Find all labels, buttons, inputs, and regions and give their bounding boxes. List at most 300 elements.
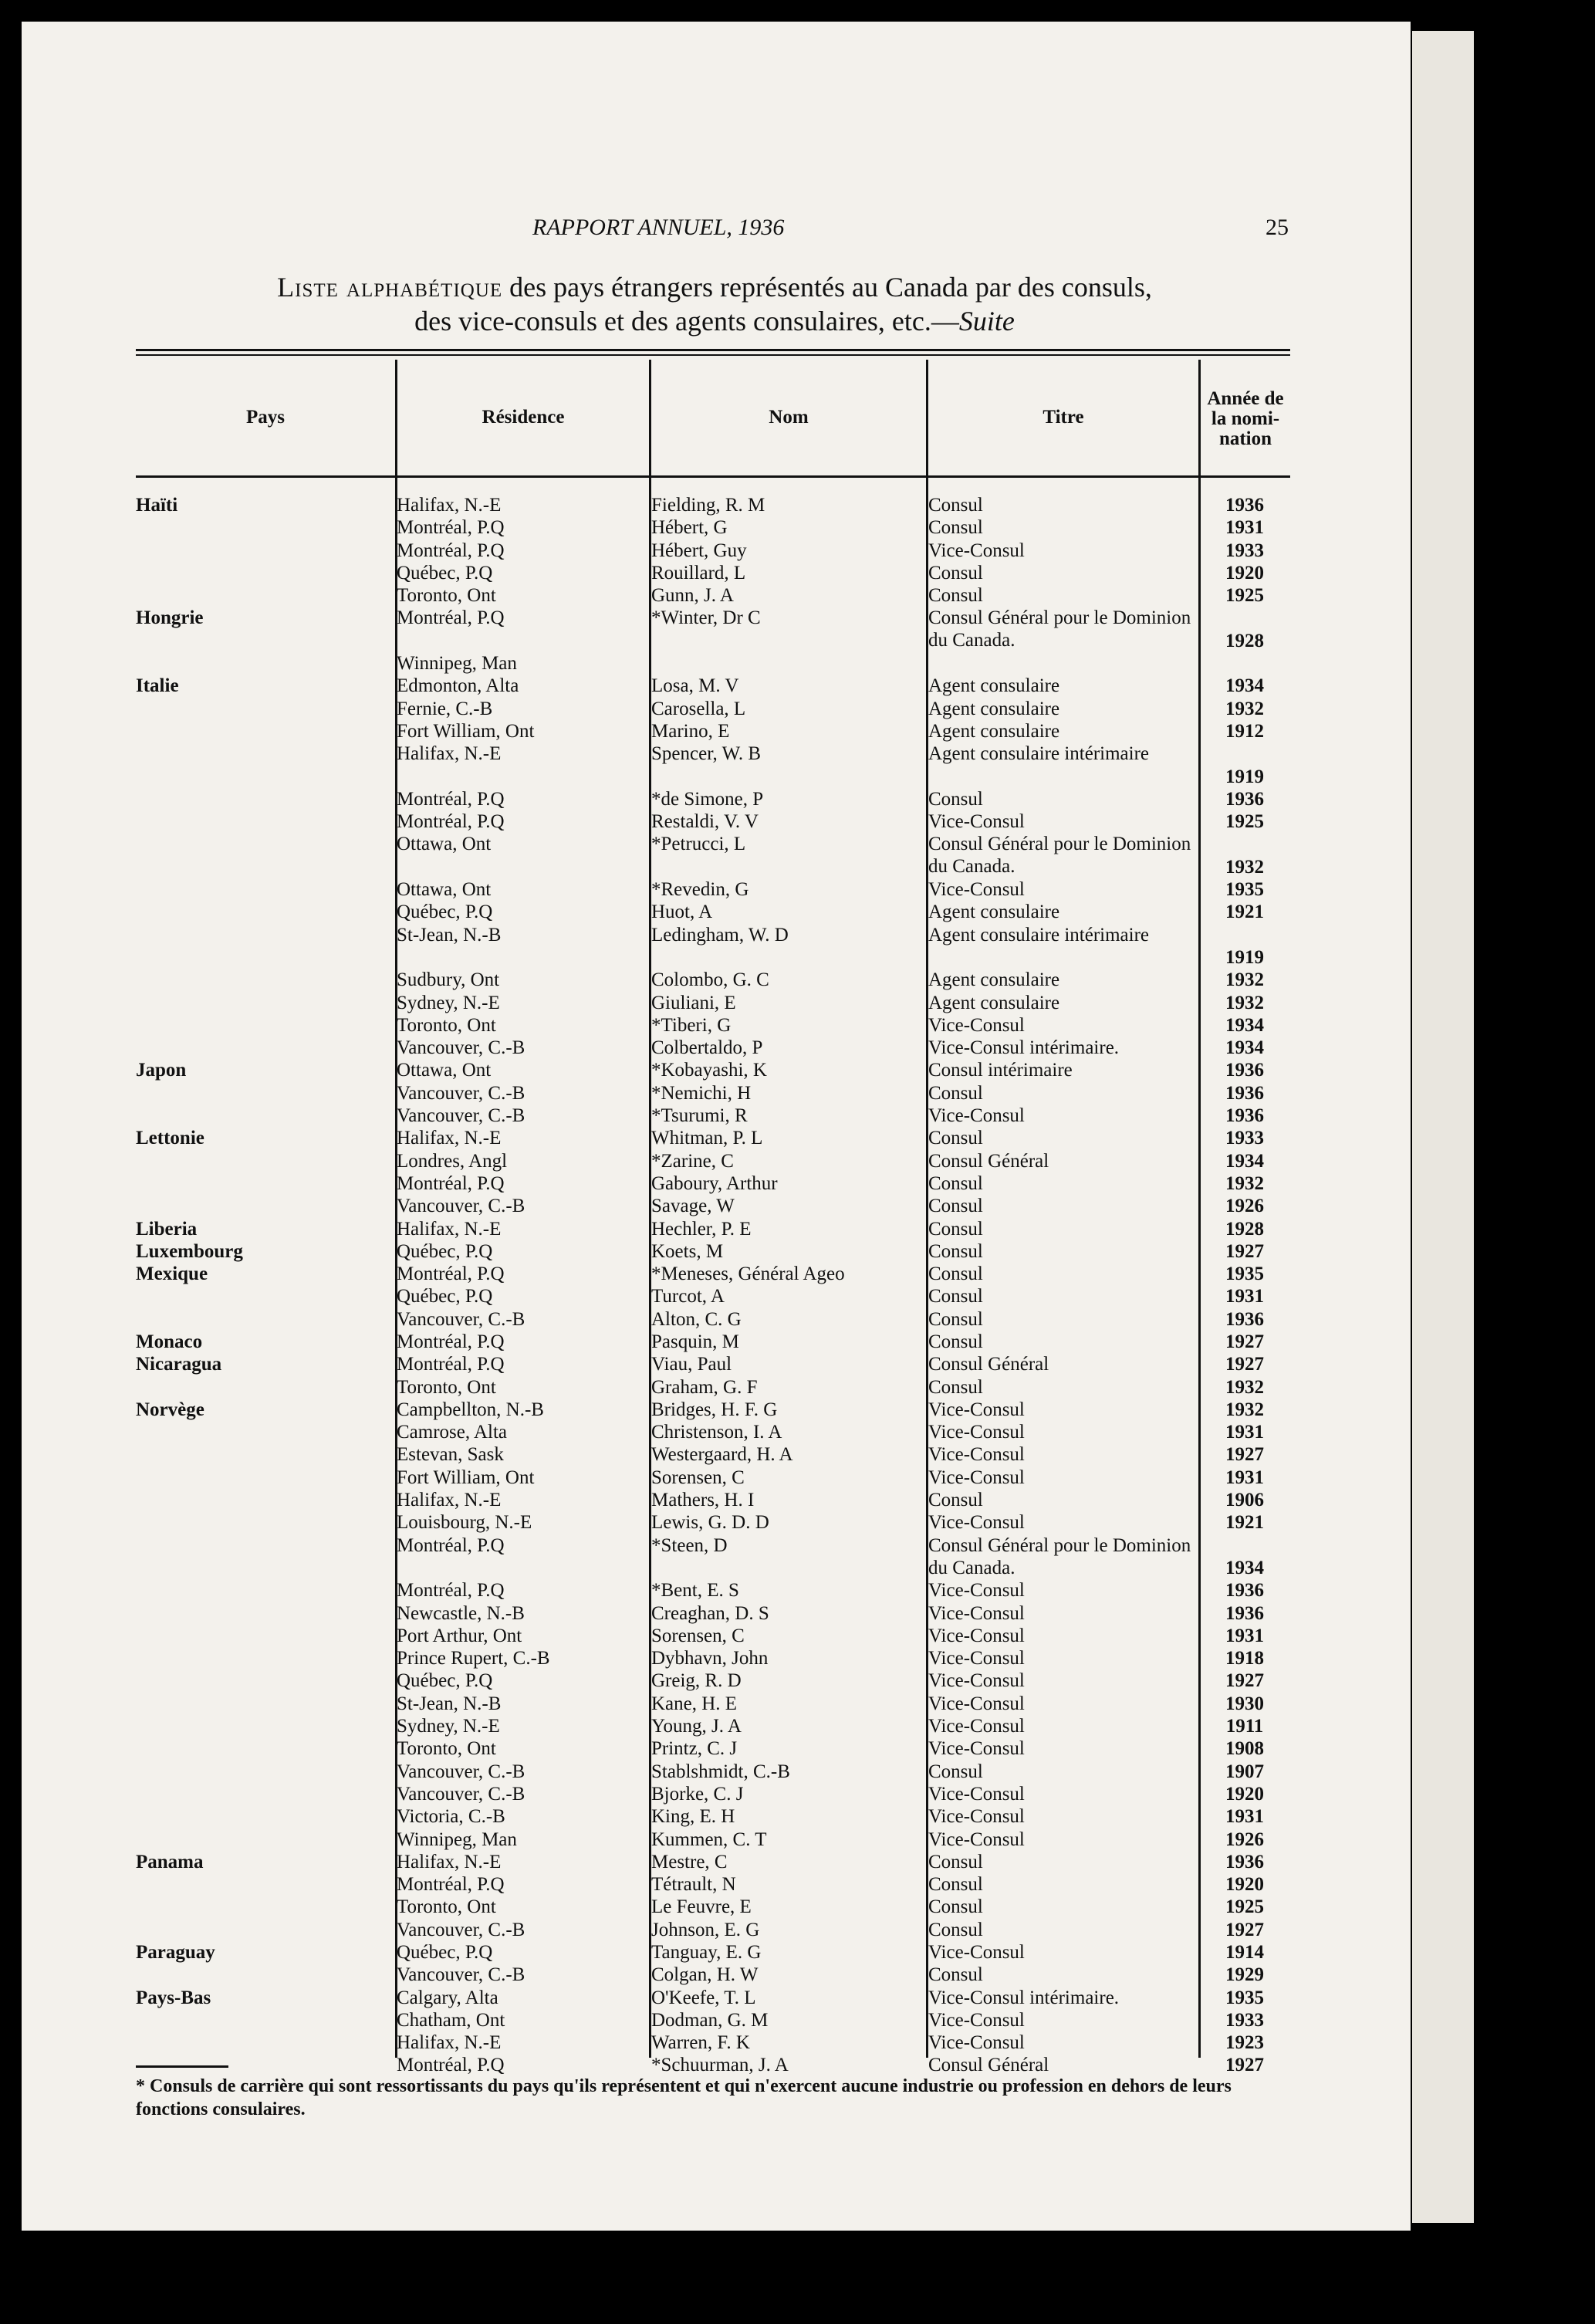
table-row: [0, 1399, 1389, 1421]
residence-cell: Londres, Angl: [397, 1150, 508, 1172]
table-row: [0, 1172, 1389, 1195]
title-cell: Consul: [928, 1172, 983, 1194]
consuls-table: [0, 494, 1389, 2077]
table-row: [0, 1964, 1389, 1986]
residence-cell: Toronto, Ont: [397, 1376, 496, 1398]
title-cell: Consul Général: [928, 2055, 1049, 2076]
name-cell: Hébert, G: [651, 517, 728, 539]
title-cell: Consul: [928, 1874, 983, 1896]
name-cell: Dodman, G. M: [651, 2009, 769, 2031]
residence-cell: Vancouver, C.-B: [397, 1761, 525, 1782]
residence-cell: Halifax, N.-E: [397, 1490, 502, 1511]
residence-cell: Montréal, P.Q: [397, 1331, 505, 1352]
title-cell: Vice-Consul: [928, 2032, 1025, 2054]
running-header: RAPPORT ANNUEL, 1936: [532, 215, 785, 240]
title-cell: Vice-Consul: [928, 2009, 1025, 2031]
title-line1: des pays étrangers représentés au Canada par des consuls,: [502, 272, 1152, 303]
table-row: [0, 1285, 1389, 1307]
year-cell: 1927: [1225, 1354, 1264, 1375]
title-cell: Vice-Consul: [928, 1942, 1025, 1963]
title-cell: Consul: [928, 1196, 983, 1217]
year-cell: 1927: [1225, 1444, 1264, 1466]
column-header-annee: Année de la nomi- nation: [1207, 388, 1284, 449]
title-cell: Consul intérimaire: [928, 1060, 1073, 1081]
year-cell: 1920: [1225, 1783, 1264, 1805]
name-cell: Johnson, E. G: [651, 1919, 760, 1940]
name-cell: Marino, E: [651, 720, 730, 742]
residence-cell: Port Arthur, Ont: [397, 1625, 522, 1646]
title-cell: Vice-Consul: [928, 1399, 1025, 1420]
title-cell: Vice-Consul: [928, 1648, 1025, 1669]
year-cell: 1918: [1225, 1648, 1264, 1669]
residence-cell: Montréal, P.Q: [397, 1263, 505, 1285]
table-row: [0, 1195, 1389, 1217]
country-cell: Japon: [136, 1060, 187, 1081]
title-suite: Suite: [958, 306, 1015, 337]
table-row: [0, 1511, 1389, 1534]
residence-cell: Montréal, P.Q: [397, 1172, 505, 1194]
year-cell: 1927: [1225, 1919, 1264, 1940]
residence-cell: Newcastle, N.-B: [397, 1602, 525, 1624]
year-cell: 1934: [1225, 675, 1264, 697]
table-row: [0, 1263, 1389, 1285]
title-cell: Consul: [928, 1240, 983, 1262]
residence-cell: Québec, P.Q: [397, 1942, 493, 1963]
title-cell: Vice-Consul: [928, 1466, 1025, 1488]
name-cell: Mestre, C: [651, 1851, 728, 1872]
name-cell: Savage, W: [651, 1196, 735, 1217]
country-cell: Norvège: [136, 1399, 204, 1420]
residence-cell: Halifax, N.-E: [397, 1218, 502, 1240]
table-row: [0, 788, 1389, 810]
title-cell: Consul: [928, 585, 983, 607]
name-cell: Lewis, G. D. D: [651, 1512, 769, 1534]
table-row: [0, 2031, 1389, 2054]
name-cell: Rouillard, L: [651, 562, 746, 584]
country-cell: Panama: [136, 1851, 204, 1872]
name-cell: Dybhavn, John: [651, 1648, 769, 1669]
table-row: [0, 1353, 1389, 1375]
name-cell: Bridges, H. F. G: [651, 1399, 778, 1420]
name-cell: Creaghan, D. S: [651, 1602, 769, 1624]
title-cell: Consul: [928, 788, 983, 810]
table-row: [0, 1783, 1389, 1805]
name-cell: Le Feuvre, E: [651, 1896, 752, 1918]
title-cell: Vice-Consul: [928, 1512, 1025, 1534]
title-cell: Vice-Consul: [928, 1806, 1025, 1828]
residence-cell: Halifax, N.-E: [397, 1128, 502, 1149]
name-cell: Young, J. A: [651, 1716, 742, 1737]
residence-cell: Montréal, P.Q: [397, 1874, 505, 1896]
residence-cell: Chatham, Ont: [397, 2009, 505, 2031]
residence-cell: St-Jean, N.-B: [397, 1693, 502, 1714]
name-cell: Colombo, G. C: [651, 969, 769, 991]
residence-cell: Halifax, N.-E: [397, 2032, 502, 2054]
year-cell: 1932: [1225, 1399, 1264, 1420]
table-row: [0, 584, 1389, 607]
residence-cell: Vancouver, C.-B: [397, 1919, 525, 1940]
year-cell: 1935: [1225, 879, 1264, 901]
year-cell: 1906: [1225, 1490, 1264, 1511]
name-cell: Bjorke, C. J: [651, 1783, 744, 1805]
country-cell: Hongrie: [136, 607, 204, 629]
title-cell: Agent consulaire: [928, 698, 1060, 719]
table-row: [0, 698, 1389, 720]
residence-cell: Ottawa, Ont: [397, 879, 492, 901]
header-rule-double: [136, 349, 1290, 356]
residence-cell: Prince Rupert, C.-B: [397, 1648, 550, 1669]
name-cell: *Nemichi, H: [651, 1082, 752, 1104]
title-cell: Vice-Consul: [928, 1422, 1025, 1443]
name-cell: Giuliani, E: [651, 992, 736, 1013]
name-cell: Losa, M. V: [651, 675, 739, 697]
year-cell: 1925: [1225, 585, 1264, 607]
table-row: [0, 1082, 1389, 1104]
name-cell: Restaldi, V. V: [651, 811, 759, 833]
name-cell: Pasquin, M: [651, 1331, 739, 1352]
year-cell: 1927: [1225, 1670, 1264, 1692]
residence-cell: Montréal, P.Q: [397, 540, 505, 561]
title-cell: Vice-Consul: [928, 540, 1025, 561]
title-cell: Consul Général pour le Dominion du Canada.: [928, 607, 1191, 651]
title-cell: Agent consulaire intérimaire: [928, 924, 1149, 945]
title-cell: Vice-Consul intérimaire.: [928, 1987, 1120, 2008]
table-row: [0, 1059, 1389, 1081]
year-cell: 1919: [1225, 946, 1264, 968]
year-cell: 1912: [1225, 720, 1264, 742]
title-cell: Vice-Consul: [928, 1014, 1025, 1036]
name-cell: *Schuurman, J. A: [651, 2055, 789, 2076]
year-cell: 1933: [1225, 1128, 1264, 1149]
year-cell: 1920: [1225, 1874, 1264, 1896]
residence-cell: Estevan, Sask: [397, 1444, 504, 1466]
country-cell: Mexique: [136, 1263, 208, 1285]
residence-cell: Fernie, C.-B: [397, 698, 493, 719]
table-row: [0, 1489, 1389, 1511]
name-cell: Spencer, W. B: [651, 743, 762, 765]
year-cell: 1931: [1225, 1286, 1264, 1307]
header-rule-bottom: [136, 475, 1290, 478]
title-cell: Vice-Consul: [928, 811, 1025, 833]
name-cell: Alton, C. G: [651, 1308, 742, 1330]
table-row: [0, 1218, 1389, 1240]
residence-cell: Halifax, N.-E: [397, 743, 502, 765]
residence-cell: Calgary, Alta: [397, 1987, 498, 2008]
table-row: [0, 1331, 1389, 1353]
country-cell: Lettonie: [136, 1128, 204, 1149]
title-cell: Consul: [928, 1964, 983, 1986]
year-cell: 1919: [1225, 766, 1264, 787]
year-cell: 1928: [1225, 1218, 1264, 1240]
residence-cell: Sudbury, Ont: [397, 969, 500, 991]
residence-cell: Montréal, P.Q: [397, 1580, 505, 1602]
column-header-titre: Titre: [1042, 407, 1084, 428]
residence-cell: Fort William, Ont: [397, 720, 535, 742]
residence-cell: Ottawa, Ont: [397, 834, 492, 855]
table-row: [0, 675, 1389, 697]
column-header-pays: Pays: [246, 407, 285, 428]
column-header-residence: Résidence: [482, 407, 565, 428]
name-cell: *Zarine, C: [651, 1150, 734, 1172]
page-title: [136, 270, 1293, 338]
year-cell: 1925: [1225, 811, 1264, 833]
year-cell: 1907: [1225, 1761, 1264, 1782]
name-cell: *Steen, D: [651, 1534, 728, 1556]
name-cell: Greig, R. D: [651, 1670, 742, 1692]
name-cell: O'Keefe, T. L: [651, 1987, 756, 2008]
name-cell: Colbertaldo, P: [651, 1037, 763, 1059]
year-cell: 1923: [1225, 2032, 1264, 2054]
year-cell: 1936: [1225, 1851, 1264, 1872]
country-cell: Liberia: [136, 1218, 198, 1240]
year-cell: 1931: [1225, 1625, 1264, 1646]
page-number: 25: [1266, 215, 1289, 240]
year-cell: 1928: [1225, 630, 1264, 651]
year-cell: 1934: [1225, 1014, 1264, 1036]
name-cell: Graham, G. F: [651, 1376, 758, 1398]
title-small-caps: Liste alphabétique: [277, 272, 503, 303]
name-cell: Mathers, H. I: [651, 1490, 755, 1511]
title-cell: Consul Général pour le Dominion du Canada.: [928, 834, 1191, 878]
year-cell: 1936: [1225, 788, 1264, 810]
name-cell: Ledingham, W. D: [651, 924, 789, 945]
name-cell: Koets, M: [651, 1240, 724, 1262]
title-cell: Consul: [928, 1308, 983, 1330]
title-cell: Agent consulaire: [928, 992, 1060, 1013]
name-cell: *Winter, Dr C: [651, 607, 761, 629]
title-cell: Vice-Consul: [928, 1783, 1025, 1805]
title-cell: Agent consulaire: [928, 720, 1060, 742]
table-row: [0, 924, 1389, 969]
title-cell: Vice-Consul intérimaire.: [928, 1037, 1120, 1059]
name-cell: *Kobayashi, K: [651, 1060, 767, 1081]
table-row: [0, 540, 1389, 562]
year-cell: 1921: [1225, 902, 1264, 923]
year-cell: 1921: [1225, 1512, 1264, 1534]
title-cell: Consul: [928, 1851, 983, 1872]
residence-cell: Montréal, P.Q: [397, 2055, 505, 2076]
residence-cell: Montréal, P.Q: [397, 811, 505, 833]
name-cell: Colgan, H. W: [651, 1964, 759, 1986]
title-cell: Agent consulaire intérimaire: [928, 743, 1149, 765]
residence-cell: Montréal, P.Q: [397, 607, 505, 629]
table-row: [0, 562, 1389, 584]
table-row: [0, 1602, 1389, 1625]
year-cell: 1927: [1225, 1331, 1264, 1352]
year-cell: 1934: [1225, 1037, 1264, 1059]
year-cell: 1932: [1225, 856, 1264, 878]
table-row: [0, 878, 1389, 901]
residence-cell: Québec, P.Q: [397, 902, 493, 923]
name-cell: Kane, H. E: [651, 1693, 738, 1714]
country-cell: Haïti: [136, 495, 178, 516]
residence-cell: Québec, P.Q: [397, 1286, 493, 1307]
title-cell: Consul: [928, 517, 983, 539]
name-cell: *de Simone, P: [651, 788, 764, 810]
table-row: [0, 1308, 1389, 1331]
title-cell: Vice-Consul: [928, 1738, 1025, 1760]
table-row: [0, 516, 1389, 539]
year-cell: 1936: [1225, 1308, 1264, 1330]
table-row: [0, 1828, 1389, 1851]
year-cell: 1932: [1225, 992, 1264, 1013]
title-cell: Vice-Consul: [928, 1105, 1025, 1127]
name-cell: King, E. H: [651, 1806, 735, 1828]
residence-cell: Campbellton, N.-B: [397, 1399, 544, 1420]
year-cell: 1927: [1225, 1240, 1264, 1262]
year-cell: 1932: [1225, 1172, 1264, 1194]
table-row: [0, 1941, 1389, 1964]
name-cell: *Meneses, Général Ageo: [651, 1263, 845, 1285]
name-cell: Sorensen, C: [651, 1625, 745, 1646]
country-cell: Italie: [136, 675, 179, 697]
title-cell: Vice-Consul: [928, 1693, 1025, 1714]
name-cell: *Revedin, G: [651, 879, 749, 901]
residence-cell: Halifax, N.-E: [397, 1851, 502, 1872]
residence-cell: Louisbourg, N.-E: [397, 1512, 532, 1534]
name-cell: Huot, A: [651, 902, 713, 923]
year-cell: 1927: [1225, 2055, 1264, 2076]
residence-cell: Vancouver, C.-B: [397, 1196, 525, 1217]
name-cell: Whitman, P. L: [651, 1128, 763, 1149]
residence-cell: Vancouver, C.-B: [397, 1783, 525, 1805]
title-cell: Vice-Consul: [928, 1602, 1025, 1624]
table-row: [0, 1625, 1389, 1647]
title-cell: Consul: [928, 1218, 983, 1240]
title-cell: Consul: [928, 1376, 983, 1398]
table-row: [0, 607, 1389, 652]
name-cell: Tanguay, E. G: [651, 1942, 762, 1963]
residence-cell: Québec, P.Q: [397, 562, 493, 584]
name-cell: Westergaard, H. A: [651, 1444, 793, 1466]
title-cell: Agent consulaire: [928, 675, 1060, 697]
table-row: [0, 1127, 1389, 1149]
year-cell: 1931: [1225, 1422, 1264, 1443]
title-cell: Vice-Consul: [928, 1444, 1025, 1466]
residence-cell: St-Jean, N.-B: [397, 924, 502, 945]
residence-cell: Vancouver, C.-B: [397, 1082, 525, 1104]
residence-cell: Montréal, P.Q: [397, 1354, 505, 1375]
residence-cell: Vancouver, C.-B: [397, 1964, 525, 1986]
residence-cell: Québec, P.Q: [397, 1240, 493, 1262]
residence-cell: Toronto, Ont: [397, 1014, 496, 1036]
title-cell: Consul: [928, 1331, 983, 1352]
title-cell: Vice-Consul: [928, 1828, 1025, 1850]
year-cell: 1935: [1225, 1263, 1264, 1285]
table-row: [0, 1669, 1389, 1692]
table-row: [0, 1376, 1389, 1399]
name-cell: Tétrault, N: [651, 1874, 736, 1896]
year-cell: 1930: [1225, 1693, 1264, 1714]
name-cell: Christenson, I. A: [651, 1422, 782, 1443]
name-cell: *Petrucci, L: [651, 834, 746, 855]
year-cell: 1932: [1225, 698, 1264, 719]
title-cell: Consul: [928, 1761, 983, 1782]
title-cell: Vice-Consul: [928, 879, 1025, 901]
title-cell: Consul: [928, 1286, 983, 1307]
name-cell: Gunn, J. A: [651, 585, 734, 607]
name-cell: Printz, C. J: [651, 1738, 738, 1760]
table-row: [0, 969, 1389, 991]
year-cell: 1914: [1225, 1942, 1264, 1963]
title-cell: Vice-Consul: [928, 1716, 1025, 1737]
year-cell: 1936: [1225, 1105, 1264, 1127]
name-cell: Hechler, P. E: [651, 1218, 752, 1240]
year-cell: 1926: [1225, 1196, 1264, 1217]
table-row: [0, 810, 1389, 833]
country-cell: Paraguay: [136, 1942, 215, 1963]
year-cell: 1926: [1225, 1828, 1264, 1850]
residence-cell: Vancouver, C.-B: [397, 1105, 525, 1127]
table-row: [0, 1693, 1389, 1715]
residence-cell: Sydney, N.-E: [397, 992, 500, 1013]
title-cell: Consul: [928, 495, 983, 516]
year-cell: 1931: [1225, 1806, 1264, 1828]
table-row: [0, 1037, 1389, 1059]
residence-cell: Vancouver, C.-B: [397, 1037, 525, 1059]
residence-cell: Vancouver, C.-B: [397, 1308, 525, 1330]
year-cell: 1932: [1225, 969, 1264, 991]
name-cell: Viau, Paul: [651, 1354, 732, 1375]
page-edge: [1412, 31, 1474, 2223]
title-cell: Consul Général: [928, 1354, 1049, 1375]
country-cell: Pays-Bas: [136, 1987, 211, 2008]
table-row: [0, 652, 1389, 675]
table-row: [0, 1014, 1389, 1037]
year-cell: 1936: [1225, 495, 1264, 516]
name-cell: Fielding, R. M: [651, 495, 765, 516]
residence-cell: Edmonton, Alta: [397, 675, 519, 697]
country-cell: Monaco: [136, 1331, 203, 1352]
residence-cell: Winnipeg, Man: [397, 653, 517, 675]
table-row: [0, 1443, 1389, 1466]
table-row: [0, 1579, 1389, 1602]
table-row: [0, 2009, 1389, 2031]
table-row: [0, 901, 1389, 923]
title-cell: Vice-Consul: [928, 1625, 1025, 1646]
table-row: [0, 1873, 1389, 1896]
footnote: * Consuls de carrière qui sont ressortissants du pays qu'ils représentent et qui n'exercent aucune industrie ou profession en dehors de leurs fonctions consulaires.: [136, 2076, 1232, 2119]
year-cell: 1934: [1225, 1557, 1264, 1578]
year-cell: 1936: [1225, 1580, 1264, 1602]
table-row: [0, 992, 1389, 1014]
table-row: [0, 1150, 1389, 1172]
table-row: [0, 720, 1389, 743]
name-cell: Gaboury, Arthur: [651, 1172, 778, 1194]
table-row: [0, 1761, 1389, 1783]
table-row: [0, 494, 1389, 516]
title-cell: Agent consulaire: [928, 969, 1060, 991]
name-cell: Warren, F. K: [651, 2032, 750, 2054]
residence-cell: Toronto, Ont: [397, 1738, 496, 1760]
title-cell: Consul: [928, 1082, 983, 1104]
year-cell: 1934: [1225, 1150, 1264, 1172]
table-row: [0, 1805, 1389, 1828]
name-cell: Carosella, L: [651, 698, 746, 719]
table-row: [0, 1240, 1389, 1263]
title-cell: Consul Général: [928, 1150, 1049, 1172]
table-row: [0, 1466, 1389, 1489]
title-cell: Vice-Consul: [928, 1580, 1025, 1602]
year-cell: 1936: [1225, 1060, 1264, 1081]
name-cell: Sorensen, C: [651, 1466, 745, 1488]
residence-cell: Montréal, P.Q: [397, 517, 505, 539]
year-cell: 1931: [1225, 1466, 1264, 1488]
title-cell: Consul: [928, 1263, 983, 1285]
residence-cell: Halifax, N.-E: [397, 495, 502, 516]
title-cell: Consul: [928, 1919, 983, 1940]
residence-cell: Toronto, Ont: [397, 585, 496, 607]
